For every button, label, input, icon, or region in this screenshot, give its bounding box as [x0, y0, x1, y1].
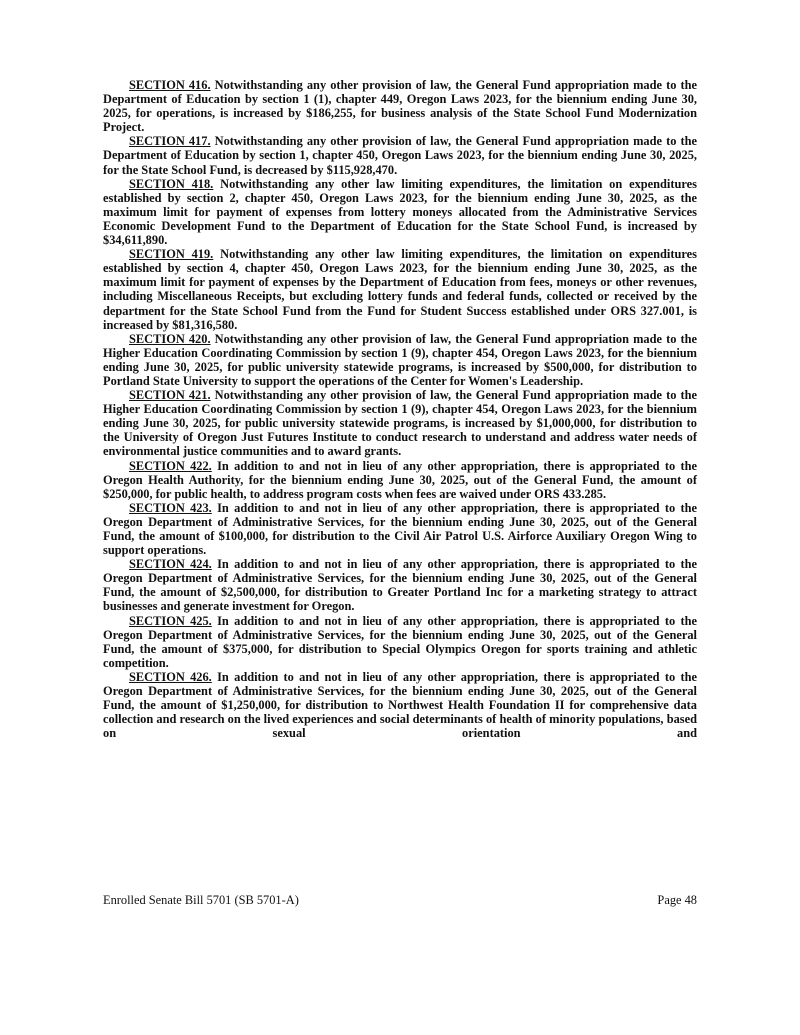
section-text: Notwithstanding any other law limiting expenditures, the limitation on expenditures established by section 2, chapter 450, Oregon Laws 2023, for the biennium ending June 30, 2025, as the maximum limit for payment of expenses from lottery moneys allocated from the Administrative Services Economic Development Fund to the Department of Education for the State School Fund, is increased by $34,611,890. [103, 176, 697, 248]
section-paragraph [103, 177, 697, 247]
section-paragraph [103, 78, 697, 134]
section-text: In addition to and not in lieu of any other appropriation, there is appropriated to the Oregon Department of Administrative Services, for the biennium ending June 30, 2025, out of the General Fund, the amount of $2,500,000, for distribution to Greater Portland Inc for a marketing strategy to attract businesses and generate investment for Oregon. [103, 557, 697, 614]
section-paragraph [103, 134, 697, 176]
section-text: In addition to and not in lieu of any other appropriation, there is appropriated to the Oregon Health Authority, for the biennium ending June 30, 2025, out of the General Fund, the amount of $250,000, for public health, to address program costs when fees are waived under ORS 433.285. [103, 458, 697, 501]
section-label: SECTION 421. [129, 388, 211, 403]
section-label: SECTION 423. [129, 500, 212, 515]
document-content [103, 78, 697, 740]
section-label: SECTION 424. [129, 557, 212, 572]
section-paragraph [103, 557, 697, 613]
section-paragraph [103, 388, 697, 458]
section-label: SECTION 422. [129, 458, 212, 473]
section-label: SECTION 426. [129, 669, 212, 684]
section-text: Notwithstanding any other law limiting expenditures, the limitation on expenditures established by section 4, chapter 450, Oregon Laws 2023, for the biennium ending June 30, 2025, as the maximum limit for payment of expenses by the Department of Education from fees, moneys or other revenues, including Miscellaneous Receipts, but excluding lottery funds and federal funds, collected or received by the department for the State School Fund from the Fund for Student Success established under ORS 327.001, is increased by $81,316,580. [103, 247, 697, 332]
section-paragraph [103, 501, 697, 557]
section-paragraph [103, 670, 697, 740]
section-label: SECTION 425. [129, 613, 212, 628]
section-label: SECTION 418. [129, 176, 214, 191]
footer-bill-title: Enrolled Senate Bill 5701 (SB 5701-A) [103, 893, 299, 907]
section-text: In addition to and not in lieu of any other appropriation, there is appropriated to the Oregon Department of Administrative Services, for the biennium ending June 30, 2025, out of the General Fund, the amount of $375,000, for distribution to Special Olympics Oregon for sports training and athletic competition. [103, 613, 697, 670]
section-text: Notwithstanding any other provision of law, the General Fund appropriation made to the Higher Education Coordinating Commission by section 1 (9), chapter 454, Oregon Laws 2023, for the biennium ending June 30, 2025, for public university statewide programs, is increased by $1,000,000, for distribution to the University of Oregon Just Futures Institute to conduct research to understand and address water needs of environmental justice communities and to award grants. [103, 388, 697, 459]
section-paragraph [103, 614, 697, 670]
section-label: SECTION 416. [129, 78, 211, 92]
section-paragraph [103, 247, 697, 332]
section-label: SECTION 419. [129, 247, 214, 262]
footer-page-number: Page 48 [657, 893, 697, 907]
page-footer [103, 893, 697, 908]
section-text: Notwithstanding any other provision of law, the General Fund appropriation made to the Higher Education Coordinating Commission by section 1 (9), chapter 454, Oregon Laws 2023, for the biennium ending June 30, 2025, for public university statewide programs, is increased by $500,000, for distribution to Portland State University to support the operations of the Center for Women's Leadership. [103, 331, 697, 388]
section-label: SECTION 417. [129, 134, 211, 149]
section-text: Notwithstanding any other provision of law, the General Fund appropriation made to the Department of Education by section 1 (1), chapter 449, Oregon Laws 2023, for the biennium ending June 30, 2025, for operations, is increased by $186,255, for business analysis of the State School Fund Modernization Project. [103, 78, 697, 135]
section-paragraph [103, 332, 697, 388]
section-text: In addition to and not in lieu of any other appropriation, there is appropriated to the Oregon Department of Administrative Services, for the biennium ending June 30, 2025, out of the General Fund, the amount of $100,000, for distribution to the Civil Air Patrol U.S. Airforce Auxiliary Oregon Wing to support operations. [103, 500, 697, 558]
section-paragraph [103, 459, 697, 501]
section-text: In addition to and not in lieu of any other appropriation, there is appropriated to the Oregon Department of Administrative Services, for the biennium ending June 30, 2025, out of the General Fund, the amount of $1,250,000, for distribution to Northwest Health Foundation II for comprehensive data collection and research on the lived experiences and social determinants of health of minority populations, based on sexual orientation and [103, 669, 697, 741]
section-label: SECTION 420. [129, 331, 211, 346]
section-text: Notwithstanding any other provision of law, the General Fund appropriation made to the Department of Education by section 1, chapter 450, Oregon Laws 2023, for the biennium ending June 30, 2025, for the State School Fund, is decreased by $115,928,470. [103, 134, 697, 177]
